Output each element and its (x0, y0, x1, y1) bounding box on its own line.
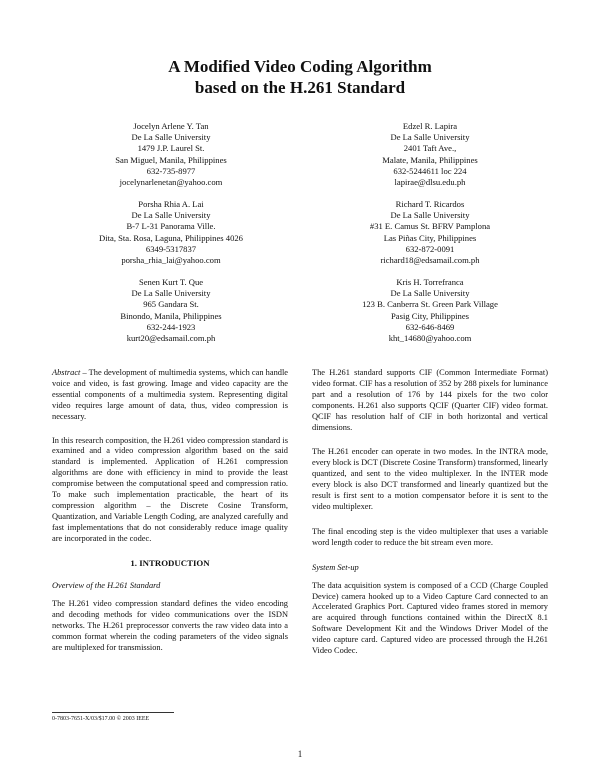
author-affiliation: De La Salle University (390, 210, 470, 221)
author-email: kht_14680@yahoo.com (388, 333, 472, 344)
abstract-label: Abstract (52, 368, 81, 377)
author-email: lapirae@dlsu.edu.ph (394, 177, 466, 188)
author-name: Richard T. Ricardos (395, 199, 465, 209)
abstract-text: – The development of multimedia systems, which can handle voice and video, is fast growing. Image and video capacity are the essential components of a multimedia system. Representing digital video requires large amount of data, thus, video compression is necessary. (52, 368, 288, 421)
author-phone: 632-872-0091 (405, 243, 455, 254)
setup-paragraph: The data acquisition system is composed of a CCD (Charge Coupled Device) camera hooked up to a Video Capture Card connected to an Accelerated Graphics Port. Captured video frames stored in memory are acquired through functions contained within the DirectX 8.1 Software Development Kit and the Windows Driver Model of the video capture card. Captured video are processed through the H.261 Video Codec. (312, 580, 548, 656)
author-street: 123 B. Canberra St. Green Park Village (362, 299, 498, 310)
author-street: 2401 Taft Ave., (403, 143, 457, 154)
encoder-paragraph: The H.261 encoder can operate in two modes. In the INTRA mode, every block is DCT (Discrete Cosine Transform) transformed, linearly quantized, and sent to the video multiplexer. In the INTER mode every block is also DCT transformed and linearly quantized but the result is first sent to a motion compensator before it is sent to the video multiplexer. (312, 447, 548, 511)
title-line-1: A Modified Video Coding Algorithm (168, 57, 432, 76)
author-name: Porsha Rhia A. Lai (138, 199, 204, 209)
abstract (52, 368, 288, 423)
author-affiliation: De La Salle University (131, 288, 211, 299)
author-block (71, 121, 271, 188)
author-block (330, 121, 530, 188)
author-affiliation: De La Salle University (390, 132, 470, 143)
author-email: jocelynarlenetan@yahoo.com (119, 177, 223, 188)
author-city: Malate, Manila, Philippines (382, 154, 478, 165)
page-number: 1 (297, 749, 303, 759)
intro-paragraph: In this research composition, the H.261 video compression standard is examined and a video compression algorithm based on the said standard is implemented. Application of H.261 compression algorithms are done with efficiency in mind to provide the least compromise between the computational speed and compression ratio. To make such implementation practicable, the heart of its compression algorithm – the Discrete Cosine Transform, Quantization, and Variable Length Coding, are analyzed carefully and fast implementations that do not considerably reduce image quality are incorporated in the codec. (52, 435, 288, 543)
author-city: Binondo, Manila, Philippines (120, 310, 222, 321)
author-phone: 632-244-1923 (146, 321, 196, 332)
author-street: B-7 L-31 Panorama Ville. (126, 221, 216, 232)
author-name: Edzel R. Lapira (402, 121, 458, 131)
author-street: 1479 J.P. Laurel St. (137, 143, 205, 154)
copyright-footnote: 0-7803-7651-X/03/$17.00 © 2003 IEEE (52, 716, 150, 722)
title-line-2: based on the H.261 Standard (194, 78, 406, 97)
author-email: richard18@edsamail.com.ph (380, 255, 480, 266)
author-affiliation: De La Salle University (131, 132, 211, 143)
author-block (71, 199, 271, 266)
subheading: Overview of the H.261 Standard (52, 580, 161, 590)
cif-paragraph: The H.261 standard supports CIF (Common Intermediate Format) video format. CIF has a resolution of 352 by 288 pixels for luminance part and a resolution of 176 by 144 pixels for the two color components. H.261 also supports QCIF (Quarter CIF) video format. QCIF has resolution half of CIF in both horizontal and vertical dimensions. (312, 368, 548, 432)
subheading: System Set-up (312, 562, 359, 572)
author-city: Dita, Sta. Rosa, Laguna, Philippines 4026 (99, 232, 243, 243)
final-paragraph: The final encoding step is the video multiplexer that uses a variable word length coder to reduce the bit stream even more. (312, 526, 548, 547)
right-column (312, 368, 548, 657)
author-affiliation: De La Salle University (390, 288, 470, 299)
author-block (71, 277, 271, 344)
author-block (330, 199, 530, 266)
author-city: Pasig City, Philippines (391, 310, 469, 321)
author-email: porsha_rhia_lai@yahoo.com (121, 255, 221, 266)
author-name: Senen Kurt T. Que (138, 277, 204, 287)
author-affiliation: De La Salle University (131, 210, 211, 221)
author-street: #31 E. Camus St. BFRV Pamplona (369, 221, 491, 232)
author-phone: 632-5244611 loc 224 (393, 165, 467, 176)
left-column (52, 368, 288, 654)
author-phone: 632-646-8469 (405, 321, 455, 332)
footnote-rule (52, 712, 174, 713)
author-city: San Miguel, Manila, Philippines (115, 154, 227, 165)
author-phone: 632-735-8977 (146, 165, 196, 176)
author-name: Jocelyn Arlene Y. Tan (133, 121, 209, 131)
section-heading: 1. INTRODUCTION (130, 557, 210, 568)
author-city: Las Piñas City, Philippines (383, 232, 477, 243)
author-name: Kris H. Torrefranca (396, 277, 464, 287)
author-email: kurt20@edsamail.com.ph (126, 333, 216, 344)
author-street: 965 Gandara St. (143, 299, 199, 310)
author-block (330, 277, 530, 344)
paper-title (0, 56, 600, 98)
author-phone: 6349-5317837 (145, 243, 197, 254)
overview-paragraph: The H.261 video compression standard defines the video encoding and decoding methods for video communications over the ISDN networks. The H.261 preprocessor converts the raw video data into a common format wherein the coding parameters of the video signals are multiplexed for transmission. (52, 599, 288, 653)
